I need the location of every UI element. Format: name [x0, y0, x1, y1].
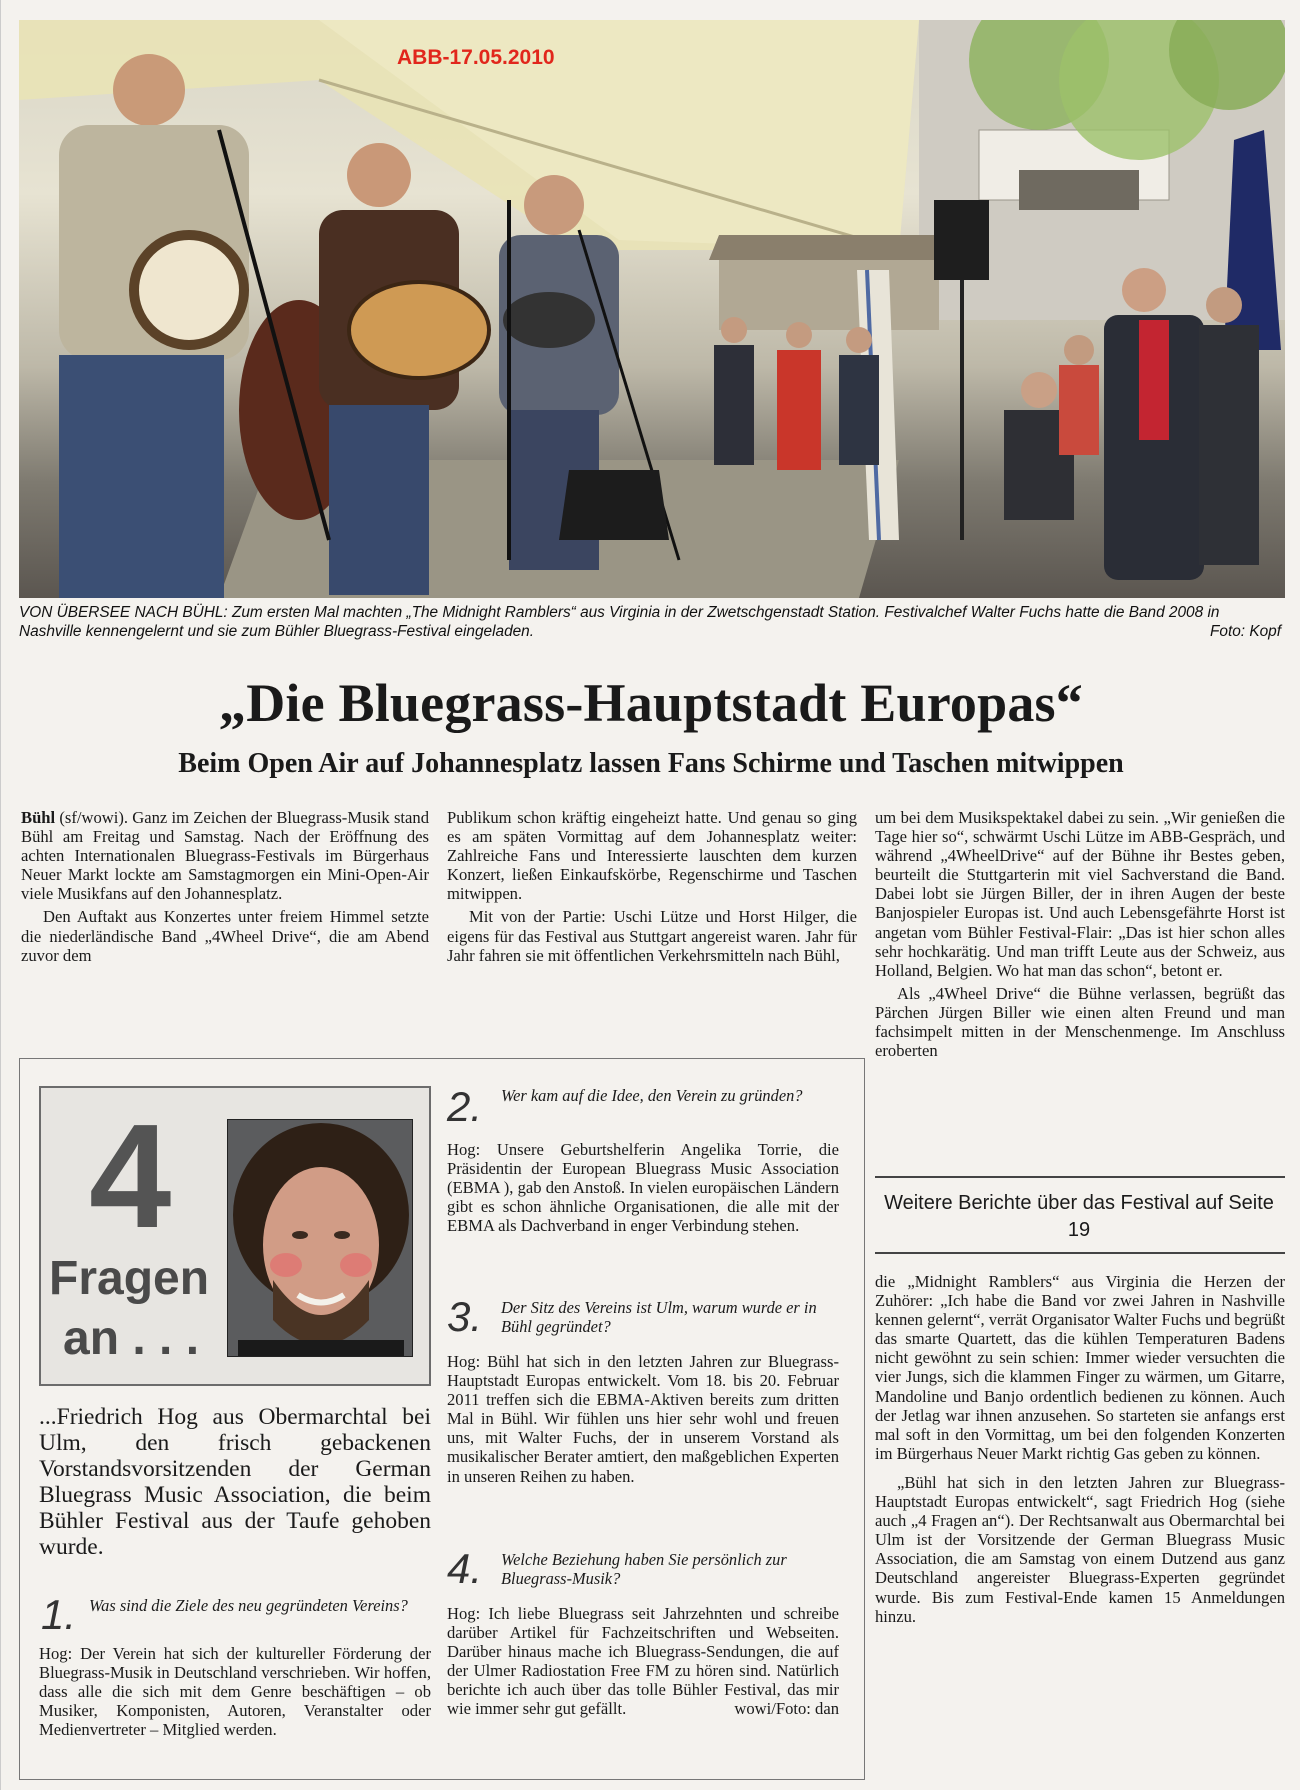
- question-number-1: 1.: [41, 1591, 77, 1638]
- answer-1: Hog: Der Verein hat sich der kultureller Förderung der Bluegrass-Musik in Deutschland verschrieben. Wir hoffen, dass alle die sich mit dem Genre beschäftigen – ob Musiker, Komponisten, Autoren, Veranstalter oder Medienvertreter – Mitglied werden.: [39, 1644, 431, 1740]
- question-4: Welche Beziehung haben Sie persönlich zur Bluegrass-Musik?: [501, 1550, 787, 1588]
- divider: [875, 1252, 1285, 1254]
- question-2: Wer kam auf die Idee, den Verein zu gründen?: [501, 1086, 803, 1105]
- question-1: Was sind die Ziele des neu gegründeten Vereins?: [89, 1596, 408, 1615]
- interview-intro: ...Friedrich Hog aus Obermarchtal bei Ulm, den frisch gebackenen Vorstandsvorsitzenden der German Bluegrass Music Association, die beim Bühler Festival aus der Taufe gehoben wurde.: [39, 1404, 431, 1560]
- question-number-2: 2.: [447, 1083, 483, 1130]
- more-reports-note: Weitere Berichte über das Festival auf Seite 19: [884, 1192, 1274, 1241]
- teaser-word-an: an . . .: [63, 1312, 200, 1365]
- concert-photo-illustration: [19, 20, 1285, 598]
- question-number-4: 4.: [447, 1545, 483, 1592]
- date-stamp: ABB-17.05.2010: [397, 46, 555, 69]
- article-paragraph: die „Midnight Ramblers“ aus Virginia die Herzen der Zuhörer: „Ich habe die Band vor zwei Jahren in Nashville kennen gelernt“, verrät Organisator Walter Fuchs und begrüßt das smarte Quartett, das die kühlen Temperaturen Badens nicht gewöhnt zu sein schien: Immer wieder versuchten die vier Jungs, sich die klammen Finger zu wärmen, um Gitarre, Mandoline und Banjo ordentlich bedienen zu können. Auch der Jetlag war ihnen anzusehen. So starteten sie anfangs erst mal soft in den Vormittag, um bei den folgenden Konzerten im Bürgerhaus Neuer Markt richtig Gas geben zu können.: [875, 1272, 1285, 1463]
- article-paragraph: Publikum schon kräftig eingeheizt hatte. Und genau so ging es am späten Vormittag auf dem Johannesplatz weiter: Zahlreiche Fans und Interessierte lauschten dem kurzen Konzert, ließen Einkaufskörbe, Regenschirme und Taschen mitwippen.: [447, 808, 857, 904]
- article-column-3: [875, 808, 1285, 1064]
- article-paragraph: Mit von der Partie: Uschi Lütze und Horst Hilger, die eigens für das Festival aus Stuttgart angereist waren. Jahr für Jahr fahren sie mit öffentlichen Verkehrsmitteln nach Bühl,: [447, 907, 857, 965]
- headline: „Die Bluegrass-Hauptstadt Europas“: [219, 673, 1083, 733]
- article-paragraph: Als „4Wheel Drive“ die Bühne verlassen, begrüßt das Pärchen Jürgen Biller wie einen alten Freund und man fachsimpelt mitten in der Menschenmenge. Im Anschluss eroberten: [875, 983, 1285, 1061]
- subheadline: Beim Open Air auf Johannesplatz lassen Fans Schirme und Taschen mitwippen: [178, 748, 1124, 779]
- portrait-illustration: [228, 1120, 413, 1357]
- question-number-3: 3.: [447, 1293, 483, 1340]
- answer-4: [447, 1604, 839, 1719]
- teaser-word-fragen: Fragen: [49, 1252, 210, 1305]
- article-paragraph: Den Auftakt aus Konzertes unter freiem Himmel setzte die niederländische Band „4Wheel Drive“, die am Abend zuvor dem: [21, 907, 429, 965]
- interview-credit: wowi/Foto: dan: [734, 1699, 839, 1719]
- question-3: Der Sitz des Vereins ist Ulm, warum wurde er in Bühl gegründet?: [501, 1298, 817, 1336]
- article-column-1: [21, 808, 429, 969]
- article-paragraph: „Bühl hat sich in den letzten Jahren zur Bluegrass-Hauptstadt Europas entwickelt“, sagt Friedrich Hog (siehe auch „4 Fragen an“). Der Rechtsanwalt aus Obermarchtal bei Ulm ist der Vorsitzende der German Bluegrass Music Association, die am Samstag von einem Dutzend aus ganz Deutschland angereister Bluegrass-Experten gegründet wurde. Bis zum Festival-Ende kamen 15 Anmeldungen hinzu.: [875, 1472, 1285, 1626]
- concert-photo: [19, 20, 1285, 598]
- photo-credit: Foto: Kopf: [1209, 623, 1281, 640]
- answer-4-text: Hog: Ich liebe Bluegrass seit Jahrzehnten und schreibe darüber Artikel für Fachzeitschriften und Webseiten. Darüber hinaus mache ich Bluegrass-Sendungen, die auf der Ulmer Radiostation Free FM zu hören sind. Natürlich berichte ich auch über das tolle Bühler Festival, das mir wie immer sehr gut gefällt.: [447, 1604, 839, 1719]
- article-paragraph: um bei dem Musikspektakel dabei zu sein. „Wir genießen die Tage hier so“, schwärmt Uschi Lütze im ABB-Gespräch, und während „4WheelDrive“ auf der Bühne ihr Bestes geben, beurteilt die Stuttgarterin mit viel Sachverstand die Band. Dabei lobt sie Jürgen Biller, der in ihren Augen der beste Banjospieler Europas ist. Und auch Lebensgefährte Horst ist angetan vom Bühler Festival-Flair: „Das ist hier schon alles sehr hochkarätig. Und man trifft Leute aus der Schweiz, aus Holland, Belgien. Wo hat man das schon“, betont er.: [875, 808, 1285, 980]
- teaser-number: 4: [89, 1094, 172, 1259]
- photo-caption: [19, 603, 1285, 641]
- answer-2: Hog: Unsere Geburtshelferin Angelika Torrie, die Präsidentin der European Bluegrass Music Association (EBMA ), gab den Anstoß. In vielen europäischen Ländern gibt es schon ähnliche Organisationen, die alle mit der EBMA als Dachverband in enger Verbindung stehen.: [447, 1140, 839, 1236]
- caption-text: VON ÜBERSEE NACH BÜHL: Zum ersten Mal machten „The Midnight Ramblers“ aus Virginia in der Zwetschgenstadt Station. Festivalchef Walter Fuchs hatte die Band 2008 in Nashville kennengelernt und sie zum Bühler Bluegrass-Festival eingeladen.: [19, 604, 1220, 640]
- article-column-2: [447, 808, 857, 969]
- answer-3: Hog: Bühl hat sich in den letzten Jahren zur Bluegrass-Hauptstadt Europas entwickelt. Vom 18. bis 20. Februar 2011 treffen sich die EBMA-Aktiven bereits zum dritten Mal in Bühl. Wir fühlen uns hier sehr wohl und freuen uns, mit Walter Fuchs, der in unserem Vorstand als musikalischer Berater amtiert, den maßgeblichen Experten in unseren Reihen zu haben.: [447, 1352, 839, 1486]
- article-paragraph: (sf/wowi). Ganz im Zeichen der Bluegrass-Musik stand Bühl am Freitag und Samstag. Nach der Eröffnung des achten Internationalen Bluegrass-Festivals im Bürgerhaus Neuer Markt lockte am Samstagmorgen ein Mini-Open-Air viele Musikfans auf den Johannesplatz.: [21, 808, 429, 904]
- article-column-3-continued: [875, 1272, 1285, 1630]
- divider: [875, 1176, 1285, 1178]
- portrait-photo: [227, 1119, 413, 1357]
- dateline: Bühl: [21, 808, 56, 827]
- four-questions-teaser: [39, 1086, 431, 1386]
